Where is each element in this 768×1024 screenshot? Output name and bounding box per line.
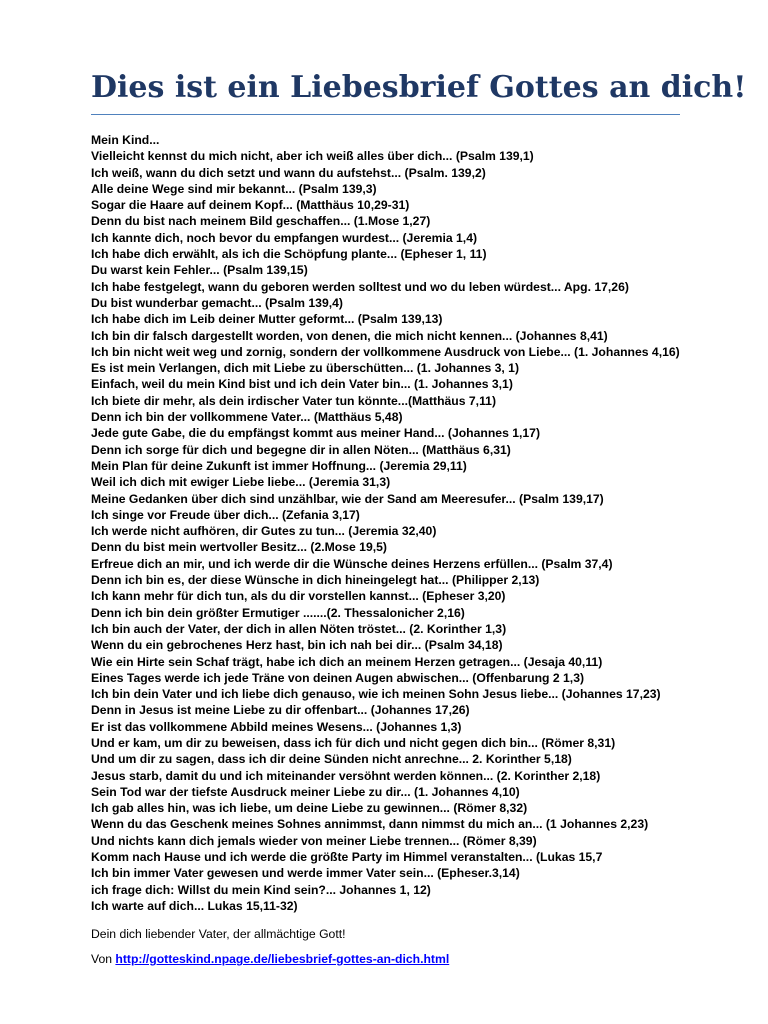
letter-line: Wenn du das Geschenk meines Sohnes annimmst, dann nimmst du mich an... (1 Johannes 2,23) <box>91 817 649 832</box>
letter-line: Jesus starb, damit du und ich miteinander versöhnt werden können... (2. Korinther 2,18) <box>91 768 601 783</box>
letter-line: Wie ein Hirte sein Schaf trägt, habe ich dich an meinem Herzen getragen... (Jesaja 40,11) <box>91 654 603 669</box>
letter-line: Ich bin nicht weit weg und zornig, sondern der vollkommene Ausdruck von Liebe... (1. Johannes 4,16) <box>91 344 680 359</box>
letter-line: Ich werde nicht aufhören, dir Gutes zu tun... (Jeremia 32,40) <box>91 524 437 539</box>
letter-line: Ich habe dich erwählt, als ich die Schöpfung plante... (Epheser 1, 11) <box>91 247 487 262</box>
letter-line: Komm nach Hause und ich werde die größte Party im Himmel veranstalten... (Lukas 15,7 <box>91 850 603 865</box>
letter-line: Ich weiß, wann du dich setzt und wann du aufstehst... (Psalm. 139,2) <box>91 165 486 180</box>
letter-line: Mein Plan für deine Zukunft ist immer Hoffnung... (Jeremia 29,11) <box>91 458 467 473</box>
letter-line: Denn ich bin dein größter Ermutiger .......(2. Thessalonicher 2,16) <box>91 605 465 620</box>
letter-line: Vielleicht kennst du mich nicht, aber ich weiß alles über dich... (Psalm 139,1) <box>91 149 534 164</box>
letter-line: Ich kann mehr für dich tun, als du dir vorstellen kannst... (Epheser 3,20) <box>91 589 506 604</box>
signoff-line: Dein dich liebender Vater, der allmächtige Gott! <box>91 927 346 942</box>
letter-line: Ich kannte dich, noch bevor du empfangen wurdest... (Jeremia 1,4) <box>91 230 478 245</box>
letter-line: Ich bin dein Vater und ich liebe dich genauso, wie ich meinen Sohn Jesus liebe... (Johannes 17,23) <box>91 687 661 702</box>
letter-line: Denn ich bin es, der diese Wünsche in dich hineingelegt hat... (Philipper 2,13) <box>91 573 540 588</box>
page-title: Dies ist ein Liebesbrief Gottes an dich! <box>91 70 747 105</box>
letter-line: Alle deine Wege sind mir bekannt... (Psalm 139,3) <box>91 181 377 196</box>
letter-line: Sogar die Haare auf deinem Kopf... (Matthäus 10,29-31) <box>91 198 410 213</box>
letter-line: ich frage dich: Willst du mein Kind sein?... Johannes 1, 12) <box>91 882 431 897</box>
letter-line: Wenn du ein gebrochenes Herz hast, bin ich nah bei dir... (Psalm 34,18) <box>91 638 503 653</box>
letter-body <box>91 132 691 914</box>
letter-line: Denn ich sorge für dich und begegne dir in allen Nöten... (Matthäus 6,31) <box>91 442 511 457</box>
letter-line: Ich bin auch der Vater, der dich in allen Nöten tröstet... (2. Korinther 1,3) <box>91 621 507 636</box>
letter-line: Meine Gedanken über dich sind unzählbar, wie der Sand am Meeresufer... (Psalm 139,17) <box>91 491 604 506</box>
source-prefix: Von <box>91 952 116 967</box>
letter-line: Denn du bist mein wertvoller Besitz... (2.Mose 19,5) <box>91 540 387 555</box>
letter-line: Jede gute Gabe, die du empfängst kommt aus meiner Hand... (Johannes 1,17) <box>91 426 541 441</box>
letter-line: Denn in Jesus ist meine Liebe zu dir offenbart... (Johannes 17,26) <box>91 703 470 718</box>
letter-line: Du bist wunderbar gemacht... (Psalm 139,4) <box>91 295 343 310</box>
letter-line: Eines Tages werde ich jede Träne von deinen Augen abwischen... (Offenbarung 2 1,3) <box>91 670 585 685</box>
letter-line: Denn du bist nach meinem Bild geschaffen... (1.Mose 1,27) <box>91 214 431 229</box>
title-underline <box>91 114 680 115</box>
letter-line: Und um dir zu sagen, dass ich dir deine Sünden nicht anrechne... 2. Korinther 5,18) <box>91 752 572 767</box>
letter-line: Ich singe vor Freude über dich... (Zefania 3,17) <box>91 507 360 522</box>
letter-line: Ich habe dich im Leib deiner Mutter geformt... (Psalm 139,13) <box>91 312 443 327</box>
letter-line: Sein Tod war der tiefste Ausdruck meiner Liebe zu dir... (1. Johannes 4,10) <box>91 784 520 799</box>
letter-line: Ich habe festgelegt, wann du geboren werden solltest und wo du leben würdest... Apg. 17,26) <box>91 279 629 294</box>
letter-line: Er ist das vollkommene Abbild meines Wesens... (Johannes 1,3) <box>91 719 462 734</box>
letter-line: Ich bin immer Vater gewesen und werde immer Vater sein... (Epheser.3,14) <box>91 866 520 881</box>
letter-line: Ich gab alles hin, was ich liebe, um deine Liebe zu gewinnen... (Römer 8,32) <box>91 801 528 816</box>
letter-line: Denn ich bin der vollkommene Vater... (Matthäus 5,48) <box>91 410 403 425</box>
letter-line: Erfreue dich an mir, und ich werde dir die Wünsche deines Herzens erfüllen... (Psalm 37,4) <box>91 556 613 571</box>
document-page <box>91 68 747 967</box>
letter-line: Weil ich dich mit ewiger Liebe liebe... (Jeremia 31,3) <box>91 475 391 490</box>
letter-line: Mein Kind... <box>91 133 160 147</box>
letter-line: Einfach, weil du mein Kind bist und ich dein Vater bin... (1. Johannes 3,1) <box>91 377 513 392</box>
letter-line: Ich warte auf dich... Lukas 15,11-32) <box>91 898 298 913</box>
source-link[interactable]: http://gotteskind.npage.de/liebesbrief-gottes-an-dich.html <box>115 952 450 967</box>
source-line <box>91 951 691 967</box>
letter-line: Und er kam, um dir zu beweisen, dass ich für dich und nicht gegen dich bin... (Römer 8,31) <box>91 735 616 750</box>
letter-line: Du warst kein Fehler... (Psalm 139,15) <box>91 263 308 278</box>
letter-line: Ich biete dir mehr, als dein irdischer Vater tun könnte...(Matthäus 7,11) <box>91 393 497 408</box>
letter-line: Es ist mein Verlangen, dich mit Liebe zu überschütten... (1. Johannes 3, 1) <box>91 361 520 376</box>
letter-line: Ich bin dir falsch dargestellt worden, von denen, die mich nicht kennen... (Johannes 8,41) <box>91 328 608 343</box>
letter-line: Und nichts kann dich jemals wieder von meiner Liebe trennen... (Römer 8,39) <box>91 833 537 848</box>
